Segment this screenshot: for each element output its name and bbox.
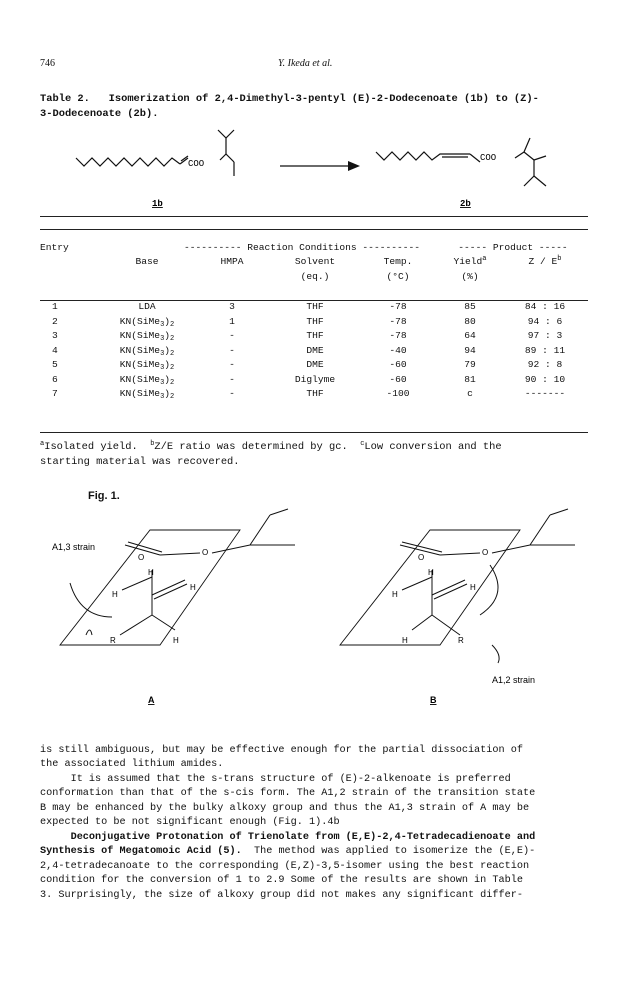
svg-text:O: O [482, 548, 489, 557]
table-header-row-3 [40, 269, 588, 284]
cell-ratio: 97 : 3 [527, 330, 563, 342]
table-row [40, 329, 588, 344]
svg-text:H: H [173, 636, 179, 645]
svg-text:R: R [458, 636, 464, 645]
cell-hmpa: - [229, 388, 235, 400]
cell-base: $KN(SiMe_3)_2$ [119, 373, 175, 387]
cell-hmpa: - [229, 359, 235, 371]
svg-text:H: H [148, 568, 154, 577]
compound-label-2b: 2b [460, 199, 471, 209]
cell-yield: 81 [464, 373, 476, 385]
cell-temp: -78 [389, 301, 407, 313]
reaction-scheme [40, 128, 588, 210]
structure-label-b: B [430, 695, 437, 705]
footnote-b: Z/E ratio was determined by gc. [154, 441, 348, 453]
cell-ratio: 94 : 6 [527, 315, 563, 327]
results-table [40, 240, 588, 401]
cell-ratio: 90 : 10 [524, 373, 566, 385]
cell-entry: 4 [52, 344, 58, 356]
table-title-line1: Isomerization of 2,4-Dimethyl-3-pentyl (E)-2-Dodecenoate (1b) to (Z)- [108, 93, 539, 105]
col-ratio: Z / $E^b$ [528, 255, 562, 268]
cell-temp: -60 [389, 359, 407, 371]
cell-hmpa: - [229, 330, 235, 342]
table-bottom-rule [40, 432, 588, 433]
coo-label-2b: COO [480, 153, 497, 163]
svg-text:O: O [202, 548, 209, 557]
col-yield: Yield$^a$ [453, 255, 487, 268]
table-title-line2: 3-Dodecenoate (2b). [40, 108, 159, 120]
cell-temp: -40 [389, 344, 407, 356]
cell-ratio: 89 : 11 [524, 344, 566, 356]
cell-entry: 1 [52, 301, 58, 313]
chain-1b [76, 158, 180, 166]
table-top-rule-2 [40, 229, 588, 230]
running-head: Y. Ikeda et al. [278, 58, 333, 69]
cell-yield: 94 [464, 344, 476, 356]
table-row [40, 300, 588, 315]
cell-base: $KN(SiMe_3)_2$ [119, 315, 175, 329]
table-title [40, 92, 588, 122]
cell-solvent: Diglyme [294, 373, 336, 385]
svg-text:H: H [392, 590, 398, 599]
table-top-rule [40, 216, 588, 217]
cell-solvent: THF [306, 330, 324, 342]
cell-ratio: ------- [524, 388, 566, 400]
col-base: Base [135, 256, 159, 268]
cell-entry: 6 [52, 373, 58, 385]
group-conditions: ---------- Reaction Conditions ---------- [183, 241, 420, 253]
col-yield-unit: (%) [461, 270, 479, 282]
table-row [40, 343, 588, 358]
table-row [40, 387, 588, 402]
strain-a-label: A1,3 strain [52, 542, 96, 552]
cell-hmpa: - [229, 373, 235, 385]
footnotes: $^a$Isolated yield. $^b$Z/E ratio was determined by gc. $^c$Low conversion and the starting material was recovered. [40, 440, 502, 468]
section-heading: Deconjugative Protonation of Trienolate from (E,E)-2,4-Tetradecadienoate and [70, 832, 536, 843]
col-solvent-unit: (eq.) [300, 270, 330, 282]
cell-temp: -60 [389, 373, 407, 385]
svg-text:H: H [402, 636, 408, 645]
col-temp-unit: (°C) [386, 270, 410, 282]
cell-ratio: 84 : 16 [524, 301, 566, 313]
arrow-head-icon [348, 161, 360, 171]
body-paragraph-1: is still ambiguous, but may be effective enough for the partial dissociation of the associated lithium amides. [40, 745, 523, 771]
svg-text:O: O [138, 553, 145, 562]
svg-text:H: H [190, 583, 196, 592]
footnote-a: Isolated yield. [44, 441, 138, 453]
cell-base: $KN(SiMe_3)_2$ [119, 388, 175, 402]
cell-solvent: THF [306, 388, 324, 400]
table-row [40, 314, 588, 329]
figure-1-diagram [40, 505, 588, 720]
cell-yield: 80 [464, 315, 476, 327]
strain-b-label: A1,2 strain [492, 675, 536, 685]
table-header-row-2 [40, 255, 588, 270]
col-hmpa: HMPA [220, 256, 244, 268]
cell-entry: 5 [52, 359, 58, 371]
footnote-c-cont: starting material was recovered. [40, 456, 240, 468]
figure-title: Fig. 1. [88, 490, 120, 502]
footnote-c: Low conversion and the [364, 441, 502, 453]
table-header-row-1 [40, 240, 588, 255]
cell-yield: 85 [464, 301, 476, 313]
page-number: 746 [40, 58, 55, 69]
body-paragraph-2: It is assumed that the s-trans structure of (E)-2-alkenoate is preferred conformation than that of the s-cis form. The A1,2 strain of the transition state B may be enhanced by the bulky alkoxy group and thus the A1,3 strain of A may be expected to be not significant enough (Fig. 1).4b [40, 774, 536, 829]
cell-base: LDA [138, 301, 156, 313]
svg-text:H: H [428, 568, 434, 577]
svg-text:H: H [112, 590, 118, 599]
group-product: ----- Product ----- [458, 241, 568, 253]
cell-base: $KN(SiMe_3)_2$ [119, 359, 175, 373]
section-heading-2: Synthesis of Megatomoic Acid (5). [40, 846, 242, 858]
cell-hmpa: 3 [229, 301, 235, 313]
col-solvent: Solvent [294, 256, 336, 268]
col-temp: Temp. [383, 256, 413, 268]
cell-entry: 7 [52, 388, 58, 400]
cell-temp: -78 [389, 330, 407, 342]
body-paragraph-3: Deconjugative Protonation of Trienolate from (E,E)-2,4-Tetradecadienoate and Synthesis of Megatomoic Acid (5). The method was applied to isomerize the (E,E)- 2,4-tetradecanoate to the corresponding (E,Z)-3,5-isomer using the best reaction condition for the conversion of 1 to 2.9 Some of the results are shown in Table 3. Surprisingly, the size of alkoxy group did not makes any significant differ- [40, 832, 536, 901]
coo-label-1b: COO [188, 159, 205, 169]
cell-yield: 79 [464, 359, 476, 371]
cell-base: $KN(SiMe_3)_2$ [119, 330, 175, 344]
svg-text:O: O [418, 553, 425, 562]
svg-text:H: H [470, 583, 476, 592]
cell-entry: 2 [52, 315, 58, 327]
cell-yield: 64 [464, 330, 476, 342]
col-entry: Entry [40, 241, 69, 253]
cell-solvent: DME [306, 344, 324, 356]
cell-entry: 3 [52, 330, 58, 342]
compound-label-1b: 1b [152, 199, 163, 209]
cell-solvent: THF [306, 315, 324, 327]
cell-base: $KN(SiMe_3)_2$ [119, 344, 175, 358]
cell-solvent: DME [306, 359, 324, 371]
cell-solvent: THF [306, 301, 324, 313]
cell-yield: c [467, 388, 473, 400]
cell-hmpa: - [229, 344, 235, 356]
cell-ratio: 92 : 8 [527, 359, 563, 371]
table-row [40, 358, 588, 373]
svg-text:R: R [110, 636, 116, 645]
cell-temp: -78 [389, 315, 407, 327]
cell-temp: -100 [386, 388, 410, 400]
chain-2b [376, 152, 470, 160]
table-row [40, 372, 588, 387]
structure-label-a: A [148, 695, 155, 705]
table-title-prefix: Table 2. [40, 93, 90, 105]
cell-hmpa: 1 [229, 315, 235, 327]
